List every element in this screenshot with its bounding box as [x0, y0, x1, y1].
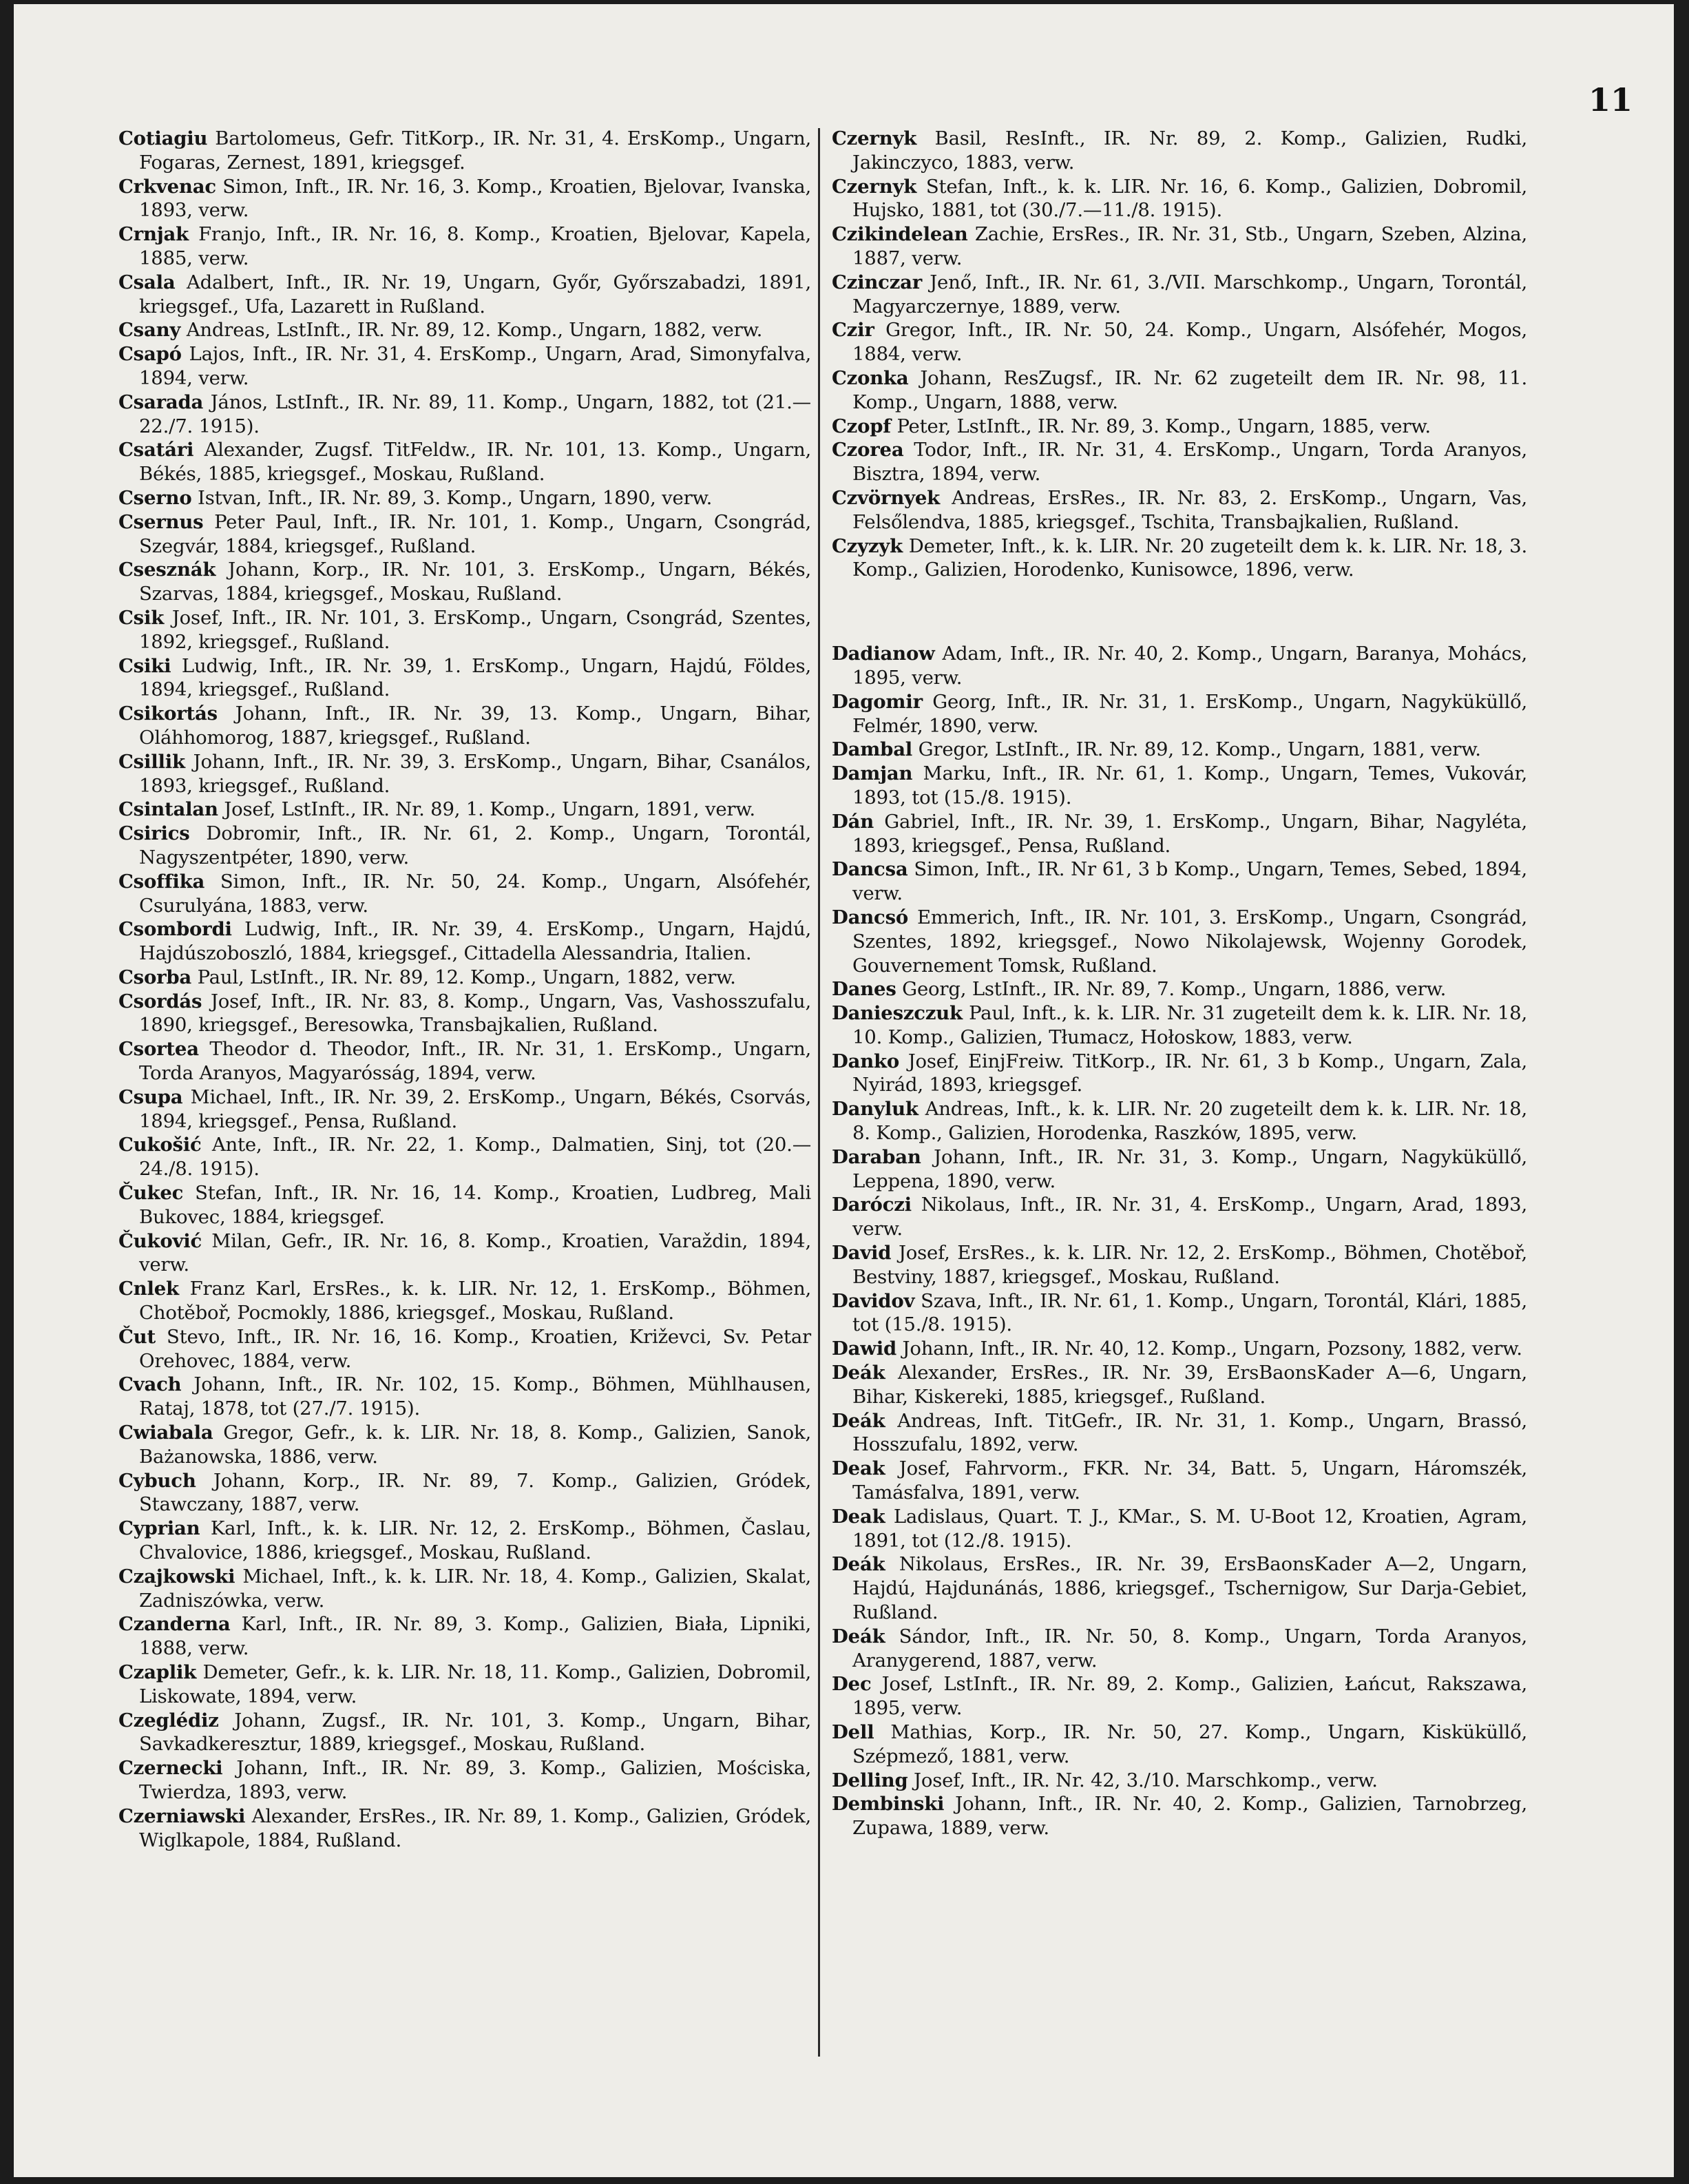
entry-surname: Deak	[832, 1457, 885, 1480]
list-entry	[832, 175, 1527, 223]
entry-surname: Čukec	[118, 1182, 184, 1205]
list-entry	[832, 486, 1527, 534]
entry-surname: Czikindelean	[832, 223, 968, 246]
list-entry	[118, 510, 811, 559]
entry-details: Johann, ResZugsf., IR. Nr. 62 zugeteilt dem IR. Nr. 98, 11. Komp., Ungarn, 1888, verw.	[852, 366, 1527, 413]
entry-details: Andreas, Inft. TitGefr., IR. Nr. 31, 1. Komp., Ungarn, Brassó, Hosszufalu, 1892, verw.	[852, 1409, 1527, 1456]
list-entry	[832, 415, 1527, 439]
list-entry	[832, 977, 1527, 1001]
entry-details: Andreas, ErsRes., IR. Nr. 83, 2. ErsKomp., Ungarn, Vas, Felsőlendva, 1885, kriegsgef., Tschita, Transbajkalien, Rußland.	[852, 486, 1527, 533]
list-entry	[832, 366, 1527, 415]
entry-details: Johann, Inft., IR. Nr. 39, 3. ErsKomp., Ungarn, Bihar, Csanálos, 1893, kriegsgef., Rußland.	[139, 750, 811, 797]
entry-surname: Czir	[832, 319, 874, 342]
entry-details: Johann, Korp., IR. Nr. 101, 3. ErsKomp., Ungarn, Békés, Szarvas, 1884, kriegsgef., Moskau, Rußland.	[139, 559, 811, 605]
entry-surname: Csik	[118, 606, 165, 629]
entry-surname: Csala	[118, 271, 176, 293]
entry-details: Simon, Inft., IR. Nr. 16, 3. Komp., Kroatien, Bjelovar, Ivanska, 1893, verw.	[139, 175, 811, 222]
list-entry	[832, 1097, 1527, 1145]
list-entry	[832, 1001, 1527, 1050]
entry-surname: Csatári	[118, 439, 194, 461]
entry-details: Peter, LstInft., IR. Nr. 89, 3. Komp., Ungarn, 1885, verw.	[890, 415, 1431, 437]
list-entry	[832, 127, 1527, 175]
list-entry	[832, 1241, 1527, 1289]
list-entry	[118, 222, 811, 271]
list-entry	[832, 534, 1527, 583]
list-entry	[118, 1085, 811, 1134]
entry-details: Josef, EinjFreiw. TitKorp., IR. Nr. 61, 3 b Komp., Ungarn, Zala, Nyirád, 1893, kriegsgef.	[852, 1050, 1527, 1096]
list-entry	[832, 1337, 1527, 1361]
entry-details: Paul, Inft., k. k. LIR. Nr. 31 zugeteilt dem k. k. LIR. Nr. 18, 10. Komp., Galizien, Tłumacz, Hołoskow, 1883, verw.	[852, 1002, 1527, 1048]
entry-details: Bartolomeus, Gefr. TitKorp., IR. Nr. 31, 4. ErsKomp., Ungarn, Fogaras, Zernest, 1891, kriegsgef.	[139, 127, 811, 174]
entry-details: Johann, Inft., IR. Nr. 39, 13. Komp., Ungarn, Bihar, Oláhhomorog, 1887, kriegsgef., Rußland.	[139, 703, 811, 749]
entry-surname: Csapó	[118, 343, 182, 366]
entry-details: Ludwig, Inft., IR. Nr. 39, 1. ErsKomp., Ungarn, Hajdú, Földes, 1894, kriegsgef., Rußland.	[139, 654, 811, 701]
list-entry	[832, 1193, 1527, 1241]
entry-details: Lajos, Inft., IR. Nr. 31, 4. ErsKomp., Ungarn, Arad, Simonyfalva, 1894, verw.	[139, 343, 811, 389]
entry-surname: Danieszczuk	[832, 1002, 963, 1025]
list-entry	[118, 1565, 811, 1613]
list-entry	[118, 558, 811, 606]
entry-details: Ladislaus, Quart. T. J., KMar., S. M. U-Boot 12, Kroatien, Agram, 1891, tot (12./8. 1915).	[852, 1505, 1527, 1552]
entry-surname: Daróczi	[832, 1194, 912, 1216]
entry-details: Simon, Inft., IR. Nr 61, 3 b Komp., Ungarn, Temes, Sebed, 1894, verw.	[852, 858, 1527, 905]
entry-details: Josef, LstInft., IR. Nr. 89, 1. Komp., Ungarn, 1891, verw.	[218, 798, 755, 821]
entry-surname: Dembinski	[832, 1793, 945, 1816]
entry-details: János, LstInft., IR. Nr. 89, 11. Komp., Ungarn, 1882, tot (21.—22./7. 1915).	[139, 391, 811, 437]
right-column	[832, 127, 1527, 1840]
list-entry	[118, 870, 811, 918]
entry-surname: Csorba	[118, 966, 192, 988]
entry-details: Stevo, Inft., IR. Nr. 16, 16. Komp., Kroatien, Križevci, Sv. Petar Orehovec, 1884, verw.	[139, 1325, 811, 1372]
entry-details: Paul, LstInft., IR. Nr. 89, 12. Komp., Ungarn, 1882, verw.	[191, 966, 736, 988]
entry-surname: Csirics	[118, 822, 190, 845]
list-entry	[118, 1373, 811, 1421]
list-entry	[118, 798, 811, 822]
list-entry	[118, 750, 811, 798]
entry-details: Jenő, Inft., IR. Nr. 61, 3./VII. Marschkomp., Ungarn, Torontál, Magyarczernye, 1889, verw.	[852, 271, 1527, 318]
entry-details: Johann, Inft., IR. Nr. 102, 15. Komp., Böhmen, Mühlhausen, Rataj, 1878, tot (27./7. 1915).	[139, 1373, 811, 1420]
list-entry	[118, 342, 811, 391]
list-entry	[832, 1552, 1527, 1624]
entry-details: Theodor d. Theodor, Inft., IR. Nr. 31, 1. ErsKomp., Ungarn, Torda Aranyos, Magyarósság, 1894, verw.	[139, 1038, 811, 1085]
entry-details: Josef, LstInft., IR. Nr. 89, 2. Komp., Galizien, Łańcut, Rakszawa, 1895, verw.	[852, 1673, 1527, 1720]
list-entry	[118, 1325, 811, 1373]
page-number: 11	[1588, 81, 1633, 118]
entry-surname: Danyluk	[832, 1098, 919, 1121]
entry-details: Gabriel, Inft., IR. Nr. 39, 1. ErsKomp., Ungarn, Bihar, Nagyléta, 1893, kriegsgef., Pensa, Rußland.	[852, 810, 1527, 857]
entry-surname: Csesznák	[118, 559, 216, 581]
list-entry	[832, 810, 1527, 858]
entry-details: Gregor, Gefr., k. k. LIR. Nr. 18, 8. Komp., Galizien, Sanok, Bażanowska, 1886, verw.	[139, 1422, 811, 1468]
entry-details: Karl, Inft., IR. Nr. 89, 3. Komp., Galizien, Biała, Lipniki, 1888, verw.	[139, 1613, 811, 1660]
entry-surname: Csikortás	[118, 703, 218, 725]
entry-surname: Cyprian	[118, 1517, 200, 1540]
entry-surname: Crkvenac	[118, 175, 216, 198]
entry-surname: Dell	[832, 1721, 874, 1743]
entry-surname: David	[832, 1242, 892, 1265]
list-entry	[118, 438, 811, 486]
entry-surname: Dagomir	[832, 690, 923, 713]
entry-details: Dobromir, Inft., IR. Nr. 61, 2. Komp., Ungarn, Torontál, Nagyszentpéter, 1890, verw.	[139, 822, 811, 869]
entry-surname: Deak	[832, 1505, 885, 1528]
list-entry	[832, 318, 1527, 366]
entry-details: Johann, Inft., IR. Nr. 31, 3. Komp., Ungarn, Nagyküküllő, Leppena, 1890, verw.	[852, 1145, 1527, 1192]
entry-surname: Czyzyk	[832, 534, 903, 557]
entry-details: Josef, Fahrvorm., FKR. Nr. 34, Batt. 5, Ungarn, Háromszék, Tamásfalva, 1891, verw.	[852, 1457, 1527, 1504]
list-entry	[832, 857, 1527, 906]
entry-details: Ludwig, Inft., IR. Nr. 39, 4. ErsKomp., Ungarn, Hajdú, Hajdúszoboszló, 1884, kriegsgef., Cittadella Alessandria, Italien.	[139, 918, 811, 965]
list-entry	[832, 1769, 1527, 1793]
entry-details: Josef, Inft., IR. Nr. 101, 3. ErsKomp., Ungarn, Csongrád, Szentes, 1892, kriegsgef., Rußland.	[139, 606, 811, 653]
entry-details: Peter Paul, Inft., IR. Nr. 101, 1. Komp., Ungarn, Csongrád, Szegvár, 1884, kriegsgef., Rußland.	[139, 510, 811, 557]
list-entry	[118, 606, 811, 654]
list-entry	[118, 1037, 811, 1085]
entry-details: Franjo, Inft., IR. Nr. 16, 8. Komp., Kroatien, Bjelovar, Kapela, 1885, verw.	[139, 223, 811, 269]
entry-details: Andreas, LstInft., IR. Nr. 89, 12. Komp., Ungarn, 1882, verw.	[180, 319, 763, 342]
list-entry	[832, 438, 1527, 486]
entry-surname: Deák	[832, 1553, 885, 1576]
entry-surname: Czernecki	[118, 1757, 223, 1780]
entry-surname: Csortea	[118, 1038, 199, 1061]
entry-details: Gregor, Inft., IR. Nr. 50, 24. Komp., Ungarn, Alsófehér, Mogos, 1884, verw.	[852, 319, 1527, 366]
entry-details: Michael, Inft., k. k. LIR. Nr. 18, 4. Komp., Galizien, Skalat, Zadniszówka, verw.	[139, 1565, 811, 1612]
entry-surname: Danko	[832, 1050, 900, 1072]
list-entry	[118, 1517, 811, 1565]
section-d-entries	[832, 642, 1527, 1840]
list-entry	[118, 1612, 811, 1661]
entry-surname: Csiki	[118, 654, 171, 677]
entry-details: Simon, Inft., IR. Nr. 50, 24. Komp., Ungarn, Alsófehér, Csurulyána, 1883, verw.	[139, 870, 811, 917]
entry-surname: Csordás	[118, 990, 202, 1012]
entry-surname: Czernyk	[832, 175, 917, 198]
entry-details: Todor, Inft., IR. Nr. 31, 4. ErsKomp., Ungarn, Torda Aranyos, Bisztra, 1894, verw.	[852, 439, 1527, 486]
entry-surname: Čut	[118, 1325, 156, 1348]
list-entry	[118, 917, 811, 966]
entry-surname: Csoffika	[118, 870, 205, 893]
entry-surname: Daraban	[832, 1145, 921, 1168]
entry-surname: Deák	[832, 1362, 885, 1384]
entry-details: Johann, Korp., IR. Nr. 89, 7. Komp., Galizien, Gródek, Stawczany, 1887, verw.	[139, 1469, 811, 1516]
list-entry	[118, 1805, 811, 1853]
list-entry	[118, 1469, 811, 1517]
list-entry	[832, 1505, 1527, 1553]
entry-details: Adalbert, Inft., IR. Nr. 19, Ungarn, Győr, Győrszabadzi, 1891, kriegsgef., Ufa, Lazarett in Rußland.	[139, 271, 811, 318]
list-entry	[832, 1409, 1527, 1457]
list-entry	[118, 1133, 811, 1181]
left-column	[118, 127, 811, 1852]
entry-surname: Csintalan	[118, 798, 218, 821]
list-entry	[832, 1289, 1527, 1338]
column-divider	[818, 128, 820, 2057]
entry-details: Georg, Inft., IR. Nr. 31, 1. ErsKomp., Ungarn, Nagyküküllő, Felmér, 1890, verw.	[852, 690, 1527, 737]
entry-details: Mathias, Korp., IR. Nr. 50, 27. Komp., Ungarn, Kisküküllő, Szépmező, 1881, verw.	[852, 1721, 1527, 1767]
list-entry	[832, 1792, 1527, 1840]
list-entry	[118, 1661, 811, 1709]
list-entry	[118, 966, 811, 990]
entry-surname: Crnjak	[118, 223, 189, 246]
entry-surname: Csernus	[118, 510, 204, 533]
entry-details: Stefan, Inft., k. k. LIR. Nr. 16, 6. Komp., Galizien, Dobromil, Hujsko, 1881, tot (30./7.—11./8. 1915).	[852, 175, 1527, 222]
list-entry	[832, 738, 1527, 762]
entry-surname: Dancsa	[832, 858, 908, 881]
list-entry	[832, 1145, 1527, 1194]
entry-details: Johann, Inft., IR. Nr. 40, 12. Komp., Ungarn, Pozsony, 1882, verw.	[896, 1338, 1522, 1360]
entry-surname: Dancsó	[832, 906, 909, 928]
list-entry	[118, 1709, 811, 1757]
list-entry	[118, 822, 811, 870]
entry-details: Franz Karl, ErsRes., k. k. LIR. Nr. 12, 1. ErsKomp., Böhmen, Chotěboř, Pocmokly, 1886, kriegsgef., Moskau, Rußland.	[139, 1278, 811, 1324]
list-entry	[118, 486, 811, 510]
list-entry	[832, 642, 1527, 690]
list-entry	[118, 175, 811, 223]
entry-details: Marku, Inft., IR. Nr. 61, 1. Komp., Ungarn, Temes, Vukovár, 1893, tot (15./8. 1915).	[852, 762, 1527, 809]
list-entry	[118, 127, 811, 175]
entry-details: Andreas, Inft., k. k. LIR. Nr. 20 zugeteilt dem k. k. LIR. Nr. 18, 8. Komp., Galizien, Horodenka, Raszków, 1895, verw.	[852, 1098, 1527, 1145]
entry-surname: Csany	[118, 319, 181, 342]
entry-details: Georg, LstInft., IR. Nr. 89, 7. Komp., Ungarn, 1886, verw.	[896, 978, 1447, 1001]
entry-surname: Czopf	[832, 415, 891, 437]
list-entry	[118, 1277, 811, 1325]
entry-surname: Dadianow	[832, 643, 935, 665]
entry-surname: Czinczar	[832, 271, 923, 293]
entry-details: Sándor, Inft., IR. Nr. 50, 8. Komp., Ungarn, Torda Aranyos, Aranygerend, 1887, verw.	[852, 1625, 1527, 1672]
list-entry	[118, 318, 811, 342]
entry-details: Johann, Inft., IR. Nr. 89, 3. Komp., Galizien, Mościska, Twierdza, 1893, verw.	[139, 1757, 811, 1803]
entry-surname: Deák	[832, 1625, 885, 1647]
entry-surname: Čuković	[118, 1229, 202, 1252]
list-entry	[118, 1756, 811, 1805]
entry-surname: Delling	[832, 1769, 908, 1791]
entry-surname: Csarada	[118, 391, 204, 413]
entry-surname: Csillik	[118, 750, 185, 773]
section-c-entries	[832, 127, 1527, 582]
entry-surname: Cwiabala	[118, 1422, 213, 1444]
entry-surname: Cvach	[118, 1373, 182, 1396]
list-entry	[118, 1421, 811, 1469]
list-entry	[832, 1050, 1527, 1098]
entry-surname: Czeglédiz	[118, 1709, 219, 1731]
entry-surname: Cserno	[118, 486, 192, 509]
entry-surname: Csupa	[118, 1085, 183, 1108]
entry-details: Szava, Inft., IR. Nr. 61, 1. Komp., Ungarn, Torontál, Klári, 1885, tot (15./8. 1915).	[852, 1289, 1527, 1336]
entry-surname: Deák	[832, 1409, 885, 1432]
entry-details: Emmerich, Inft., IR. Nr. 101, 3. ErsKomp., Ungarn, Csongrád, Szentes, 1892, kriegsgef., Nowo Nikolajewsk, Wojenny Gorodek, Gouvernement Tomsk, Rußland.	[852, 906, 1527, 977]
entry-details: Johann, Inft., IR. Nr. 40, 2. Komp., Galizien, Tarnobrzeg, Zupawa, 1889, verw.	[852, 1793, 1527, 1840]
entry-surname: Dawid	[832, 1338, 897, 1360]
entry-details: Ante, Inft., IR. Nr. 22, 1. Komp., Dalmatien, Sinj, tot (20.—24./8. 1915).	[139, 1134, 811, 1181]
section-gap	[832, 582, 1527, 642]
entry-details: Alexander, ErsRes., IR. Nr. 89, 1. Komp., Galizien, Gródek, Wiglkapole, 1884, Rußland.	[139, 1805, 811, 1851]
entry-details: Istvan, Inft., IR. Nr. 89, 3. Komp., Ungarn, 1890, verw.	[191, 486, 713, 509]
list-entry	[118, 271, 811, 319]
entry-details: Adam, Inft., IR. Nr. 40, 2. Komp., Ungarn, Baranya, Mohács, 1895, verw.	[852, 643, 1527, 689]
entry-surname: Dán	[832, 810, 874, 833]
entry-details: Alexander, Zugsf. TitFeldw., IR. Nr. 101, 13. Komp., Ungarn, Békés, 1885, kriegsgef., Moskau, Rußland.	[139, 439, 811, 486]
entry-details: Milan, Gefr., IR. Nr. 16, 8. Komp., Kroatien, Varaždin, 1894, verw.	[139, 1229, 811, 1276]
entry-details: Michael, Inft., IR. Nr. 39, 2. ErsKomp., Ungarn, Békés, Csorvás, 1894, kriegsgef., Pensa, Rußland.	[139, 1085, 811, 1132]
entry-surname: Damjan	[832, 762, 913, 785]
entry-surname: Czanderna	[118, 1613, 231, 1636]
entry-details: Gregor, LstInft., IR. Nr. 89, 12. Komp., Ungarn, 1881, verw.	[912, 738, 1481, 761]
entry-surname: Czaplik	[118, 1661, 197, 1683]
list-entry	[832, 906, 1527, 977]
list-entry	[832, 271, 1527, 319]
entry-surname: Danes	[832, 978, 896, 1001]
entry-details: Josef, Inft., IR. Nr. 83, 8. Komp., Ungarn, Vas, Vashosszufalu, 1890, kriegsgef., Beresowka, Transbajkalien, Rußland.	[139, 990, 811, 1037]
entry-details: Johann, Zugsf., IR. Nr. 101, 3. Komp., Ungarn, Bihar, Savkadkeresztur, 1889, kriegsgef., Moskau, Rußland.	[139, 1709, 811, 1756]
list-entry	[118, 702, 811, 750]
entry-details: Alexander, ErsRes., IR. Nr. 39, ErsBaonsKader A—6, Ungarn, Bihar, Kiskereki, 1885, kriegsgef., Rußland.	[852, 1362, 1527, 1408]
entry-details: Stefan, Inft., IR. Nr. 16, 14. Komp., Kroatien, Ludbreg, Mali Bukovec, 1884, kriegsgef.	[139, 1182, 811, 1228]
entry-details: Demeter, Inft., k. k. LIR. Nr. 20 zugeteilt dem k. k. LIR. Nr. 18, 3. Komp., Galizien, Horodenko, Kunisowce, 1896, verw.	[852, 534, 1527, 581]
entry-surname: Dec	[832, 1673, 872, 1696]
list-entry	[118, 391, 811, 439]
entry-surname: Czvörnyek	[832, 486, 941, 509]
entry-surname: Csombordi	[118, 918, 232, 941]
list-entry	[832, 762, 1527, 810]
list-entry	[118, 1181, 811, 1229]
entry-details: Zachie, ErsRes., IR. Nr. 31, Stb., Ungarn, Szeben, Alzina, 1887, verw.	[852, 223, 1527, 269]
entry-details: Karl, Inft., k. k. LIR. Nr. 12, 2. ErsKomp., Böhmen, Časlau, Chvalovice, 1886, kriegsgef., Moskau, Rußland.	[139, 1517, 811, 1564]
list-entry	[832, 222, 1527, 271]
entry-details: Demeter, Gefr., k. k. LIR. Nr. 18, 11. Komp., Galizien, Dobromil, Liskowate, 1894, verw.	[139, 1661, 811, 1707]
entry-surname: Cnlek	[118, 1278, 179, 1300]
entry-surname: Dambal	[832, 738, 913, 761]
entry-surname: Czorea	[832, 439, 904, 461]
entry-surname: Czonka	[832, 366, 909, 389]
entry-surname: Cybuch	[118, 1469, 196, 1492]
entry-details: Josef, Inft., IR. Nr. 42, 3./10. Marschkomp., verw.	[908, 1769, 1378, 1791]
entry-surname: Cotiagiu	[118, 127, 208, 149]
entry-details: Nikolaus, Inft., IR. Nr. 31, 4. ErsKomp., Ungarn, Arad, 1893, verw.	[852, 1194, 1527, 1240]
entry-surname: Czajkowski	[118, 1565, 235, 1588]
list-entry	[832, 1361, 1527, 1409]
list-entry	[832, 1457, 1527, 1505]
list-entry	[832, 690, 1527, 738]
list-entry	[118, 990, 811, 1038]
entry-surname: Cukošić	[118, 1134, 202, 1156]
entry-details: Basil, ResInft., IR. Nr. 89, 2. Komp., Galizien, Rudki, Jakinczyco, 1883, verw.	[852, 127, 1527, 174]
entry-surname: Czerniawski	[118, 1805, 246, 1827]
list-entry	[832, 1625, 1527, 1673]
entry-details: Nikolaus, ErsRes., IR. Nr. 39, ErsBaonsKader A—2, Ungarn, Hajdú, Hajdunánás, 1886, kriegsgef., Tschernigow, Sur Darja-Gebiet, Rußland.	[852, 1553, 1527, 1624]
list-entry	[118, 654, 811, 703]
list-entry	[118, 1229, 811, 1278]
entry-surname: Czernyk	[832, 127, 917, 149]
entry-details: Josef, ErsRes., k. k. LIR. Nr. 12, 2. ErsKomp., Böhmen, Chotěboř, Bestviny, 1887, kriegsgef., Moskau, Rußland.	[852, 1242, 1527, 1288]
entry-surname: Davidov	[832, 1289, 915, 1312]
list-entry	[832, 1672, 1527, 1720]
list-entry	[832, 1720, 1527, 1769]
